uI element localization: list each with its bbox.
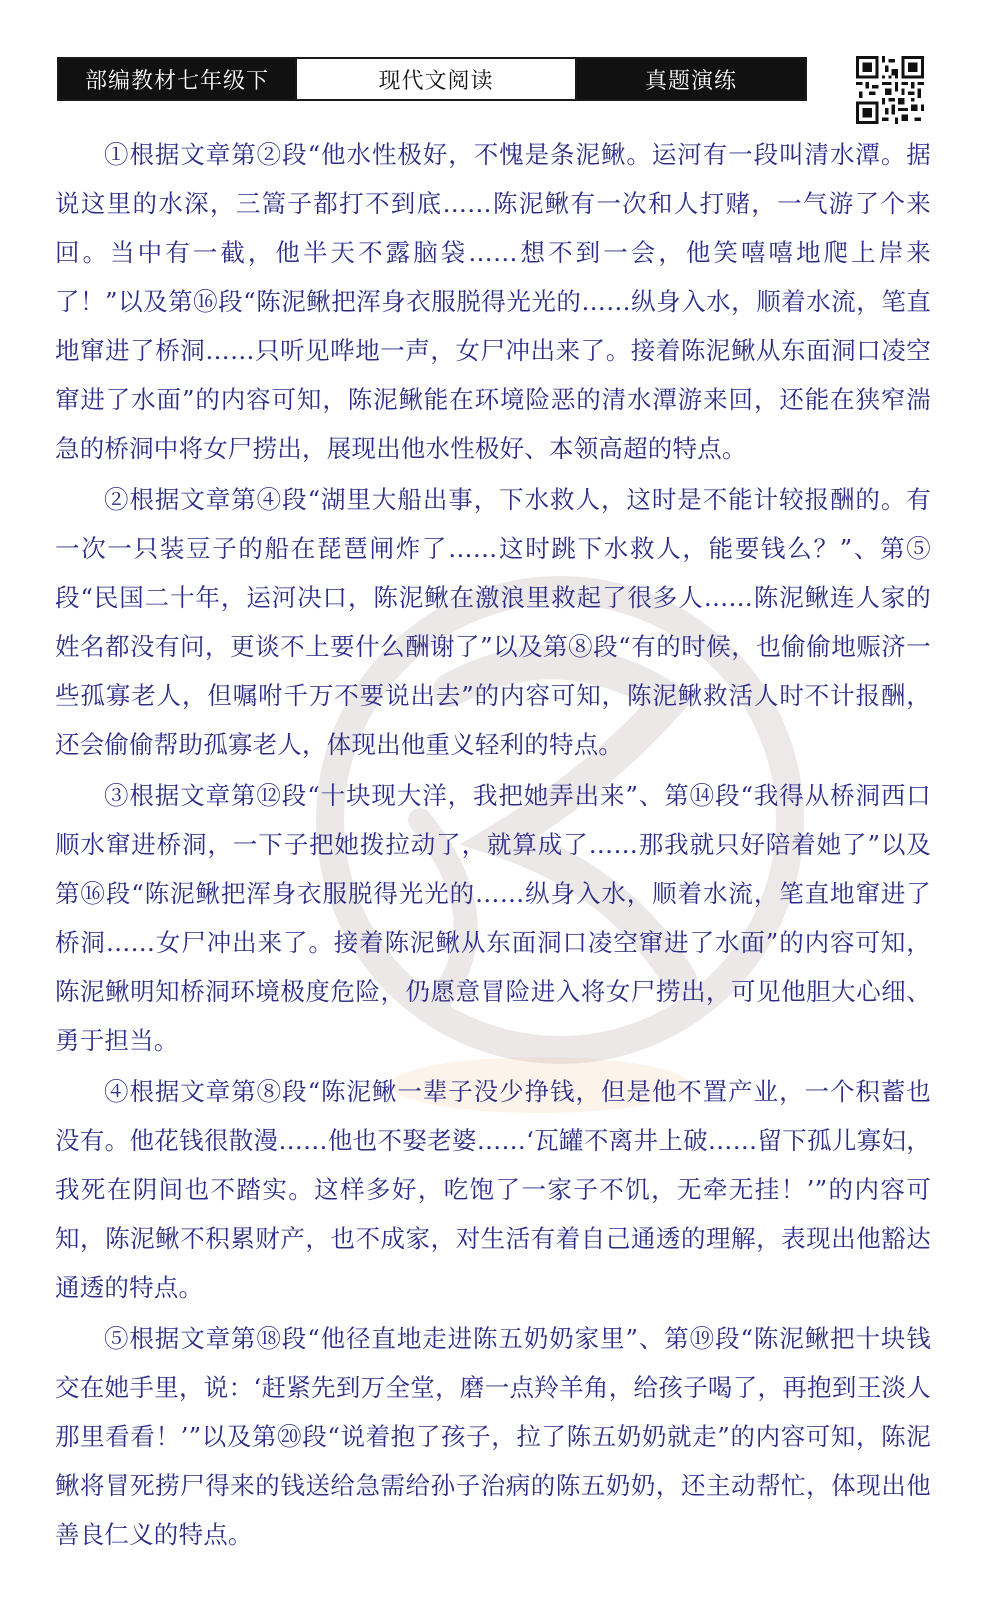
answer-paragraph-3: ③根据文章第⑫段“十块现大洋，我把她弄出来”、第⑭段“我得从桥洞西口顺水窜进桥洞，一下子把她拨拉动了，就算成了……那我就只好陪着她了”以及第⑯段“陈泥鳅把浑身衣服脱得光光的……纵身入水，顺着水流，笔直地窜进了桥洞……女尸冲出来了。接着陈泥鳅从东面洞口凌空窜进了水面”的内容可知，陈泥鳅明知桥洞环境极度危险，仍愿意冒险进入将女尸捞出，可见他胆大心细、勇于担当。 (55, 781, 931, 1055)
header-section-label: 现代文阅读 (295, 59, 577, 99)
header-practice-label: 真题演练 (577, 59, 805, 99)
qr-code-icon (856, 56, 924, 124)
answer-body (55, 130, 931, 1561)
answer-paragraph-5: ⑤根据文章第⑱段“他径直地走进陈五奶奶家里”、第⑲段“陈泥鳅把十块钱交在她手里，说：‘赶紧先到万全堂，磨一点羚羊角，给孩子喝了，再抱到王淡人那里看看！’”以及第⑳段“说着抱了孩子，拉了陈五奶奶就走”的内容可知，陈泥鳅将冒死捞尸得来的钱送给急需给孙子治病的陈五奶奶，还主动帮忙，体现出他善良仁义的特点。 (55, 1324, 931, 1549)
header-grade-label: 部编教材七年级下 (59, 59, 295, 99)
answer-paragraph-4: ④根据文章第⑧段“陈泥鳅一辈子没少挣钱，但是他不置产业，一个积蓄也没有。他花钱很散漫……他也不娶老婆……‘瓦罐不离井上破……留下孤儿寡妇，我死在阴间也不踏实。这样多好，吃饱了一家子不饥，无牵无挂！’”的内容可知，陈泥鳅不积累财产，也不成家，对生活有着自己通透的理解，表现出他豁达通透的特点。 (55, 1077, 931, 1302)
answer-paragraph-1: ①根据文章第②段“他水性极好，不愧是条泥鳅。运河有一段叫清水潭。据说这里的水深，三篙子都打不到底……陈泥鳅有一次和人打赌，一气游了个来回。当中有一截，他半天不露脑袋……想不到一会，他笑嘻嘻地爬上岸来了！”以及第⑯段“陈泥鳅把浑身衣服脱得光光的……纵身入水，顺着水流，笔直地窜进了桥洞……只听见哗地一声，女尸冲出来了。接着陈泥鳅从东面洞口凌空窜进了水面”的内容可知，陈泥鳅能在环境险恶的清水潭游来回，还能在狭窄湍急的桥洞中将女尸捞出，展现出他水性极好、本领高超的特点。 (55, 140, 931, 463)
answer-paragraph-2: ②根据文章第④段“湖里大船出事，下水救人，这时是不能计较报酬的。有一次一只装豆子的船在琵琶闸炸了……这时跳下水救人，能要钱么？”、第⑤段“民国二十年，运河决口，陈泥鳅在激浪里救起了很多人……陈泥鳅连人家的姓名都没有问，更谈不上要什么酬谢了”以及第⑧段“有的时候，也偷偷地赈济一些孤寡老人，但嘱咐千万不要说出去”的内容可知，陈泥鳅救活人时不计报酬，还会偷偷帮助孤寡老人，体现出他重义轻利的特点。 (55, 485, 931, 759)
header-bar (57, 57, 807, 101)
